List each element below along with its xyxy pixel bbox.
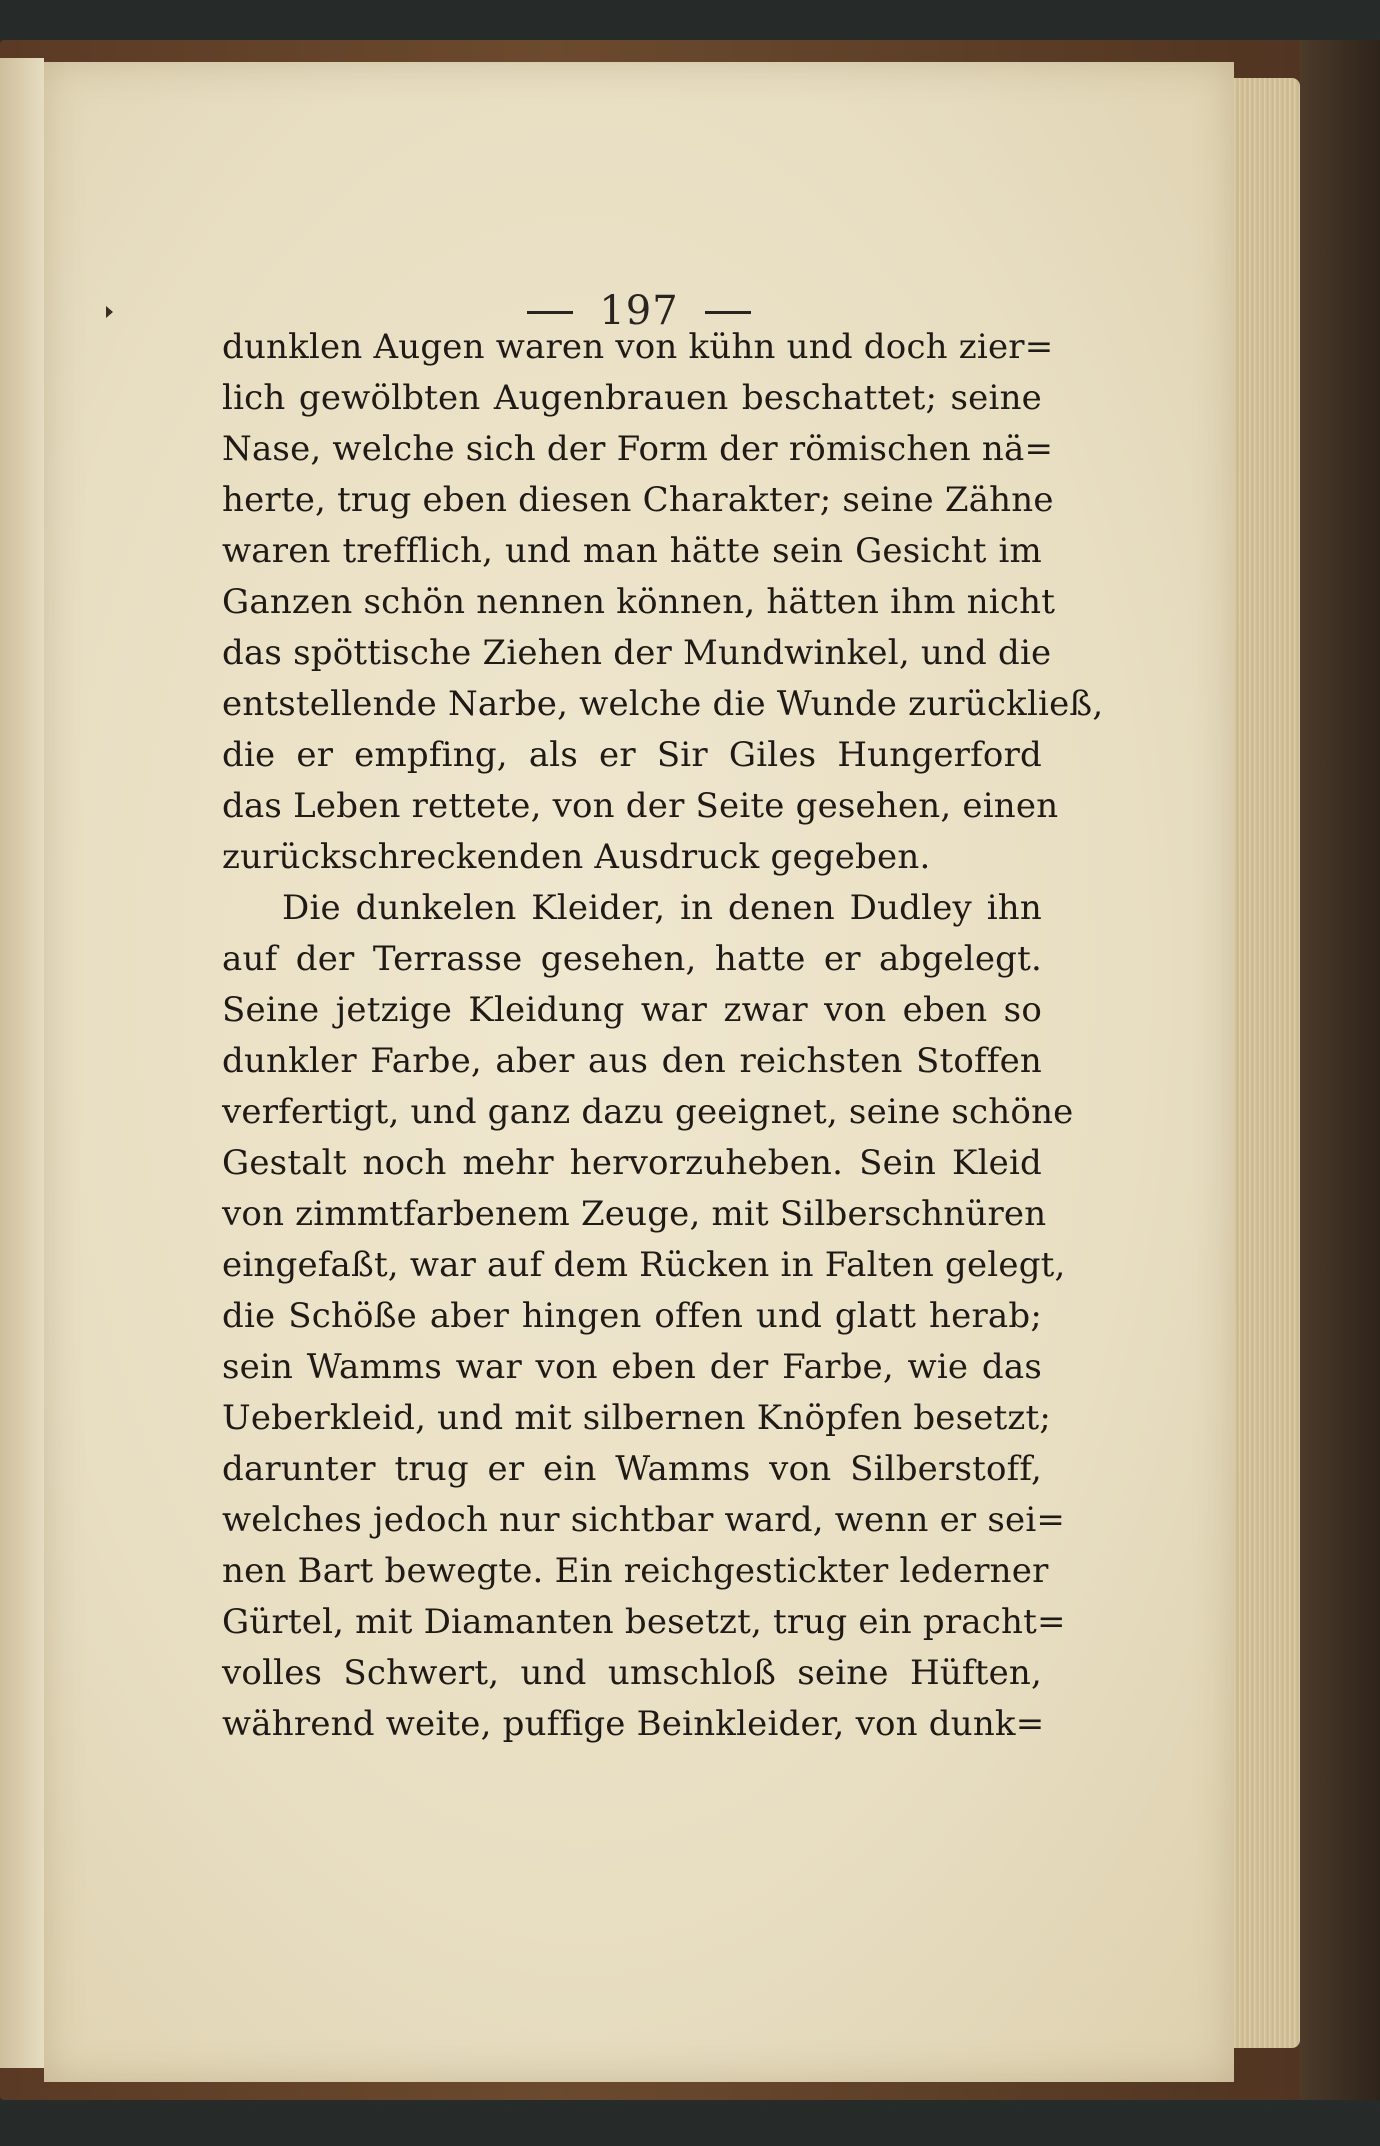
text-line: auf der Terrasse gesehen, hatte er abgelegt.	[222, 939, 1042, 979]
text-line: Die dunkelen Kleider, in denen Dudley ihn	[282, 888, 1042, 928]
text-line: die er empfing, als er Sir Giles Hungerford	[222, 735, 1042, 775]
text-line: Seine jetzige Kleidung war zwar von eben so	[222, 990, 1042, 1030]
text-line: Ueberkleid, und mit silbernen Knöpfen besetzt;	[222, 1398, 1052, 1438]
text-line: sein Wamms war von eben der Farbe, wie das	[222, 1347, 1042, 1387]
text-line: lich gewölbten Augenbrauen beschattet; seine	[222, 378, 1042, 418]
text-line: Gestalt noch mehr hervorzuheben. Sein Kleid	[222, 1143, 1042, 1183]
left-page-edge	[0, 58, 44, 2068]
text-line: nen Bart bewegte. Ein reichgestickter lederner	[222, 1551, 1049, 1591]
text-line: darunter trug er ein Wamms von Silberstoff,	[222, 1449, 1042, 1489]
text-line: während weite, puffige Beinkleider, von dunk=	[222, 1704, 1045, 1744]
text-line: das spöttische Ziehen der Mundwinkel, und die	[222, 633, 1052, 673]
text-line: zurückschreckenden Ausdruck gegeben.	[222, 837, 931, 877]
text-line: Gürtel, mit Diamanten besetzt, trug ein pracht=	[222, 1602, 1066, 1642]
book-page	[44, 62, 1234, 2082]
text-line: welches jedoch nur sichtbar ward, wenn er sei=	[222, 1500, 1066, 1540]
cover-edge	[1300, 40, 1380, 2100]
text-line: eingefaßt, war auf dem Rücken in Falten gelegt,	[222, 1245, 1066, 1285]
text-line: dunklen Augen waren von kühn und doch zier=	[222, 327, 1054, 367]
text-line: verfertigt, und ganz dazu geeignet, seine schöne	[222, 1092, 1074, 1132]
text-line: entstellende Narbe, welche die Wunde zurückließ,	[222, 684, 1104, 724]
text-line: die Schöße aber hingen offen und glatt herab;	[222, 1296, 1042, 1336]
text-line: Nase, welche sich der Form der römischen nä=	[222, 429, 1054, 469]
page-number-text: 197	[599, 288, 679, 334]
text-line: volles Schwert, und umschloß seine Hüften,	[222, 1653, 1042, 1693]
text-line: von zimmtfarbenem Zeuge, mit Silberschnüren	[222, 1194, 1047, 1234]
text-line: dunkler Farbe, aber aus den reichsten Stoffen	[222, 1041, 1042, 1081]
page-number-dash-right	[705, 311, 751, 314]
text-line: Ganzen schön nennen können, hätten ihm nicht	[222, 582, 1056, 622]
text-line: waren trefflich, und man hätte sein Gesicht im	[222, 531, 1042, 571]
text-line: herte, trug eben diesen Charakter; seine Zähne	[222, 480, 1054, 520]
page-number-dash-left	[527, 311, 573, 314]
text-line: das Leben rettete, von der Seite gesehen, einen	[222, 786, 1059, 826]
body-text	[222, 322, 1104, 1750]
